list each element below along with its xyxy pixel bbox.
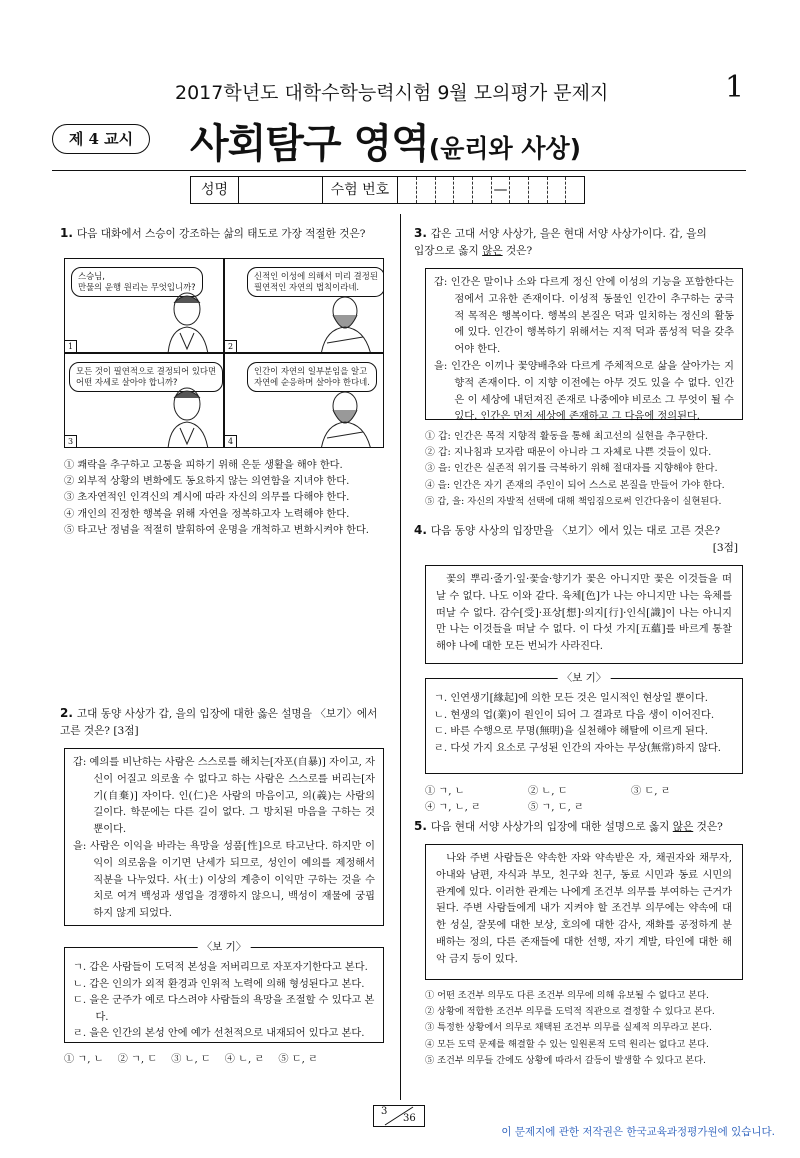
q3-options	[425, 429, 747, 510]
q3-stem-pre: 입장으로 옳지	[414, 245, 483, 257]
answer-option[interactable]: ① 쾌락을 추구하고 고통을 피하기 위해 은둔 생활을 해야 한다.	[64, 460, 343, 471]
bogi-item: ㄹ. 을은 인간의 본성 안에 예가 선천적으로 내재되어 있다고 본다.	[73, 1028, 365, 1039]
copyright-notice: 이 문제지에 관한 저작권은 한국교육과정평가원에 있습니다.	[501, 1126, 775, 1138]
name-label: 성명	[191, 177, 239, 203]
q2-number: 2.	[60, 706, 73, 720]
answer-option[interactable]: ③ 특정한 상황에서 의무로 채택된 조건부 의무를 실제적 의무라고 본다.	[425, 1022, 712, 1034]
q2-stem	[60, 705, 390, 740]
answer-option[interactable]: ③ ㄴ, ㄷ	[171, 1054, 211, 1065]
exam-number-cell[interactable]	[473, 177, 492, 203]
answer-option[interactable]: ② ㄴ, ㄷ	[528, 786, 568, 797]
subject-title	[190, 112, 581, 169]
exam-number-cell[interactable]	[566, 177, 584, 203]
exam-number-cell[interactable]	[548, 177, 567, 203]
q5-stem-post: 것은?	[693, 821, 723, 833]
answer-option[interactable]: ① 어떤 조건부 의무도 다른 조건부 의무에 의해 유보될 수 없다고 본다.	[425, 990, 709, 1001]
teacher-figure-icon	[315, 388, 375, 448]
q4-options	[425, 784, 745, 816]
q1-options	[64, 458, 394, 539]
answer-option[interactable]: ① ㄱ, ㄴ	[64, 1054, 104, 1065]
comic-panel-1	[64, 258, 224, 353]
panel-number: 1	[65, 340, 77, 352]
answer-option[interactable]: ③ ㄷ, ㄹ	[631, 786, 671, 797]
q3-stem	[414, 225, 748, 260]
bogi-label: 〈보 기〉	[558, 670, 611, 686]
period-badge: 제 4 교시	[52, 124, 150, 154]
q3-stem-line1: 갑은 고대 서양 사상가, 을은 현대 서양 사상가이다. 갑, 을의	[430, 228, 707, 240]
exam-number-dash: —	[492, 177, 511, 203]
bubble-line: 자연에 순응하며 살아야 한다네.	[254, 377, 370, 387]
page-number: 1	[725, 70, 745, 105]
header-rule	[52, 170, 746, 171]
column-divider	[400, 214, 401, 1100]
answer-option[interactable]: ④ ㄱ, ㄴ, ㄹ	[425, 802, 481, 814]
q1-number: 1.	[60, 226, 73, 240]
comic-panel-2	[224, 258, 384, 353]
q2-bogi-box	[64, 941, 384, 1043]
q1-comic	[64, 258, 384, 448]
exam-number-cell[interactable]	[510, 177, 529, 203]
answer-option[interactable]: ④ ㄴ, ㄹ	[224, 1054, 265, 1065]
q1-stem	[60, 225, 390, 243]
bubble-line: 필연적인 자연의 법칙이라네.	[254, 282, 360, 292]
q2-stem-line2: 고른 것은? [3점]	[60, 725, 139, 737]
exam-number-cell[interactable]	[529, 177, 548, 203]
bubble-line: 만물의 운행 원리는 무엇입니까?	[78, 282, 196, 292]
bubble-line: 스승님,	[78, 271, 105, 281]
answer-option[interactable]: ④ 개인의 진정한 행복을 위해 자연을 정복하고자 노력해야 한다.	[64, 508, 350, 520]
bogi-label: 〈보 기〉	[198, 939, 251, 955]
bogi-item: ㄴ. 현생의 업(業)이 원인이 되어 그 결과로 다음 생이 이어진다.	[434, 709, 715, 721]
student-figure-icon	[160, 384, 215, 448]
answer-option[interactable]: ① ㄱ, ㄴ	[425, 786, 465, 797]
q4-stem-text: 다음 동양 사상의 입장만을 〈보기〉에서 있는 대로 고른 것은?	[430, 525, 721, 537]
answer-option[interactable]: ② 상황에 적합한 조건부 의무를 도덕적 직관으로 결정할 수 있다고 본다.	[425, 1006, 715, 1018]
panel-number: 4	[225, 435, 237, 447]
q3-number: 3.	[414, 226, 427, 240]
bubble-line: 인간이 자연의 일부분임을 알고	[254, 366, 368, 376]
exam-title: 2017학년도 대학수학능력시험 9월 모의평가 문제지	[175, 82, 609, 104]
q5-stem	[414, 818, 748, 836]
comic-panel-3	[64, 353, 224, 448]
q4-number: 4.	[414, 523, 427, 537]
bogi-item: ㄹ. 다섯 가지 요소로 구성된 인간의 자아는 무상(無常)하지 않다.	[434, 742, 722, 754]
q4-points: [3점]	[712, 542, 738, 554]
q3-stem-post: 것은?	[502, 245, 533, 257]
passage-paragraph: 갑: 예의를 비난하는 사람은 스스로를 해치는[자포(自暴)] 자이고, 자신이 어질고 의로울 수 없다고 하는 사람은 스스로를 버리는[자기(自棄)] 자이다. 인(仁)은 사람의 마음이고, 의(義)는 사람의 길이다. 학문에는 다른 길이 없다. 그 방치된 마음을 구하는 것뿐이다.	[73, 757, 375, 836]
candidate-info-box	[190, 176, 585, 204]
total-pages: 36	[403, 1113, 416, 1124]
bogi-item: ㄷ. 을은 군주가 예로 다스려야 사람들의 욕망을 조절할 수 있다고 본다.	[73, 995, 375, 1023]
exam-number-cell[interactable]	[454, 177, 473, 203]
q3-stem-underline: 않은	[482, 245, 503, 257]
bogi-item: ㄷ. 바른 수행으로 무명(無明)을 실천해야 해탈에 이르게 된다.	[434, 726, 708, 737]
bubble-line: 신적인 이성에 의해서 미리 결정된	[254, 271, 378, 281]
q5-stem-pre: 다음 현대 서양 사상가의 입장에 대한 설명으로 옳지	[430, 821, 673, 833]
answer-option[interactable]: ⑤ 갑, 을: 자신의 자발적 선택에 대해 책임짐으로써 인간다움이 실현된다.	[425, 495, 722, 507]
current-page: 3	[381, 1106, 388, 1117]
q5-passage-box: 나와 주변 사람들은 약속한 자와 약속받은 자, 채권자와 채무자, 아내와 남편, 자식과 부모, 친구와 친구, 동료 시민과 동료 시민의 관계에 있다. 이러한 관계는 나에게 조건부 의무를 부여하는 근거가 된다. 주변 사람들에게 내가 지켜야 할 조건부 의무에는 약속에 대한 성실, 잘못에 대한 보상, 호의에 대한 감사, 재화를 공정하게 분배하는 정의, 다른 존재들에 대한 선행, 자기 계발, 타인에 대한 해악 금지 등이 있다.	[425, 844, 743, 980]
q4-bogi-box	[425, 672, 743, 774]
exam-number-label: 수험 번호	[323, 177, 399, 203]
q5-options	[425, 988, 747, 1069]
answer-option[interactable]: ② 외부적 상황의 변화에도 동요하지 않는 의연함을 지녀야 한다.	[64, 476, 350, 488]
q2-options	[64, 1052, 384, 1068]
exam-number-cell[interactable]	[417, 177, 436, 203]
panel-number: 3	[65, 435, 77, 447]
passage-paragraph: 갑: 인간은 말이나 소와 다르게 정신 안에 이성의 기능을 포함한다는 점에서 고유한 존재이다. 이성적 동물인 인간이 추구하는 궁극적 목적은 행복이다. 행복의 본질은 덕과 일치하는 정신의 활동에 있다. 인간이 행복하기 위해서는 지적 덕과 품성적 덕을 갖추어야 한다.	[434, 277, 734, 356]
answer-option[interactable]: ⑤ 조건부 의무들 간에도 상황에 따라서 갈등이 발생할 수 있다고 본다.	[425, 1054, 706, 1066]
answer-option[interactable]: ③ 을: 인간은 실존적 위기를 극복하기 위해 절대자를 지향해야 한다.	[425, 463, 718, 475]
answer-option[interactable]: ④ 모든 도덕 문제를 해결할 수 있는 일원론적 도덕 원리는 없다고 본다.	[425, 1038, 709, 1050]
subject-sub: (윤리와 사상)	[428, 134, 582, 163]
name-field[interactable]	[239, 177, 322, 203]
exam-number-cell[interactable]	[436, 177, 455, 203]
q3-passage-box	[425, 268, 743, 423]
teacher-figure-icon	[315, 293, 375, 353]
q5-stem-underline: 않은	[672, 821, 694, 833]
answer-option[interactable]: ⑤ ㄷ, ㄹ	[278, 1054, 318, 1065]
q4-passage-box: 꽃의 뿌리·줄기·잎·꽃술·향기가 꽃은 아니지만 꽃은 이것들을 떠날 수 없다. 나도 이와 같다. 육체[色]가 나는 아니지만 나는 육체를 떠날 수 없다. 감수[受]·표상[想]·의지[行]·인식[識]이 나는 아니지만 나는 이것들을 떠날 수 없다. 이 다섯 가지[五蘊]를 바르게 통찰해야 나에 대한 모든 번뇌가 사라진다.	[425, 565, 743, 664]
bogi-item: ㄱ. 인연생기[緣起]에 의한 모든 것은 일시적인 현상일 뿐이다.	[434, 693, 708, 704]
q1-stem-text: 다음 대화에서 스승이 강조하는 삶의 태도로 가장 적절한 것은?	[76, 228, 366, 240]
answer-option[interactable]: ① 갑: 인간은 목적 지향적 활동을 통해 최고선의 실현을 추구한다.	[425, 431, 709, 442]
bubble-line: 모든 것이 필연적으로 결정되어 있다면	[76, 366, 217, 376]
q2-passage-box	[64, 748, 384, 926]
answer-option[interactable]: ③ 초자연적인 인격신의 계시에 따라 자신의 의무를 다해야 한다.	[64, 492, 350, 504]
exam-number-cell[interactable]	[398, 177, 417, 203]
bubble-line: 어떤 자세로 살아야 합니까?	[76, 377, 178, 387]
answer-option[interactable]: ② ㄱ, ㄷ	[117, 1054, 158, 1065]
comic-panel-4	[224, 353, 384, 448]
bogi-item: ㄴ. 갑은 인의가 외적 환경과 인위적 노력에 의해 형성된다고 본다.	[73, 978, 365, 990]
bogi-item: ㄱ. 갑은 사람들이 도덕적 본성을 저버리므로 자포자기한다고 본다.	[73, 962, 368, 973]
answer-option[interactable]: ④ 을: 인간은 자기 존재의 주인이 되어 스스로 본질을 만들어 가야 한다.	[425, 479, 725, 491]
q5-number: 5.	[414, 819, 427, 833]
q2-stem-line1: 고대 동양 사상가 갑, 을의 입장에 대한 옳은 설명을 〈보기〉에서	[76, 708, 378, 720]
answer-option[interactable]: ⑤ 타고난 정념을 적절히 발휘하여 운명을 개척하고 변화시켜야 한다.	[64, 524, 370, 536]
page-indicator	[373, 1105, 425, 1127]
answer-option[interactable]: ⑤ ㄱ, ㄷ, ㄹ	[528, 802, 584, 814]
student-figure-icon	[160, 289, 215, 353]
answer-option[interactable]: ② 갑: 지나침과 모자람 때문이 아니라 그 자체로 나쁜 것들이 있다.	[425, 447, 712, 459]
passage-paragraph: 을: 인간은 이끼나 꽃양배추와 다르게 주체적으로 삶을 살아가는 지향적 존재이다. 이 지향 이전에는 아무 것도 있을 수 없다. 인간은 이 세상에 내던져진 존재로 나중에야 비로소 그 무엇이 될 수 있다. 인간은 먼저 세상에 존재하고 그 다음에 정의된다.	[434, 360, 734, 423]
passage-paragraph: 을: 사람은 이익을 바라는 욕망을 성품[性]으로 타고난다. 하지만 이익이 의로움을 이기면 난세가 되므로, 성인이 예의를 제정해서 직분을 나누었다. 사(士) 이상의 계층이 이익만 구하는 것을 수치로 여겨 백성과 생업을 경쟁하지 않으니, 백성이 재물에 궁핍하지 않게 되었다.	[73, 840, 375, 920]
q4-stem	[414, 522, 748, 557]
panel-number: 2	[225, 340, 237, 352]
subject-main: 사회탐구 영역	[190, 121, 429, 167]
